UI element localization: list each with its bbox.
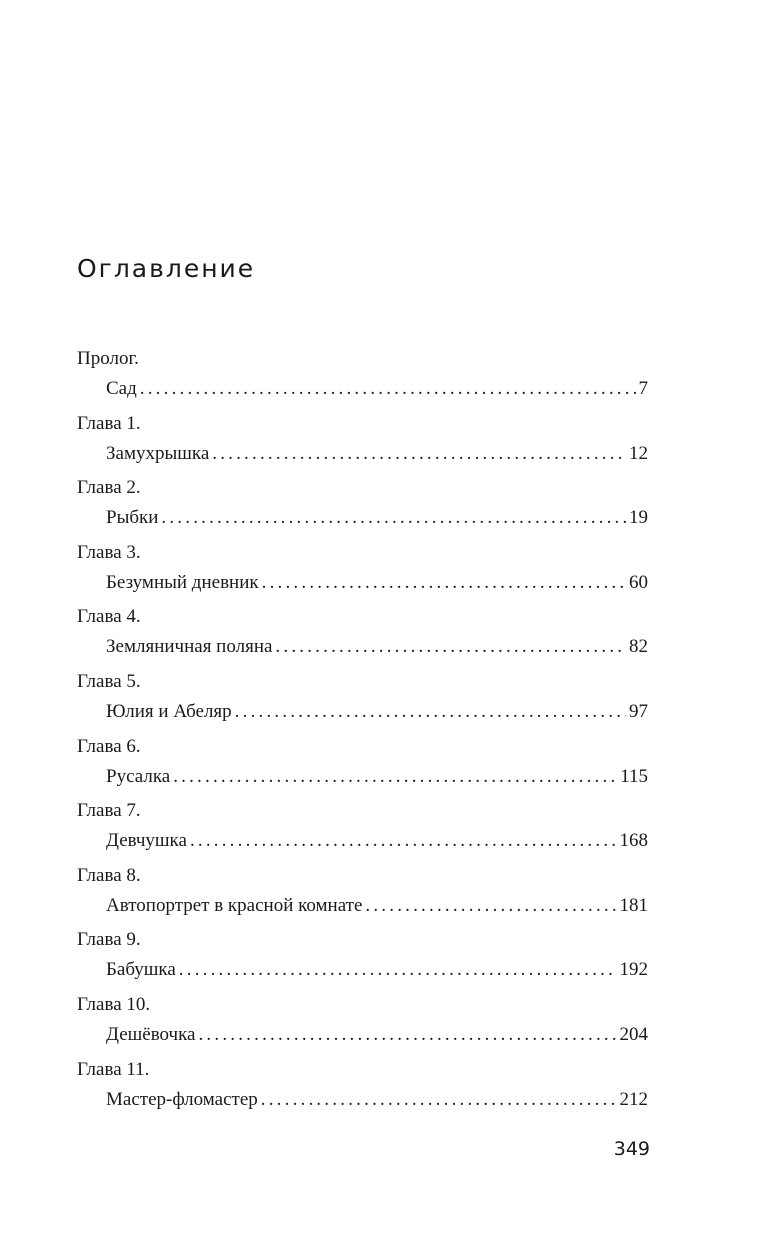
- chapter-page-number: 168: [619, 830, 648, 852]
- toc-entry: [77, 796, 648, 861]
- chapter-label: Глава 5.: [77, 670, 141, 692]
- chapter-page-number: 181: [619, 894, 648, 916]
- chapter-title: Мастер-фломастер: [106, 1088, 258, 1110]
- dot-leader: [235, 697, 626, 727]
- toc-entry: [77, 473, 648, 538]
- chapter-line: [77, 568, 648, 598]
- chapter-label: Пролог.: [77, 348, 139, 369]
- dot-leader: [179, 955, 617, 985]
- chapter-page-number: 212: [619, 1088, 648, 1110]
- chapter-page-number: 60: [629, 571, 648, 593]
- page-number: 349: [613, 1138, 650, 1160]
- chapter-label: Глава 11.: [77, 1058, 150, 1080]
- toc-entry: [77, 538, 648, 603]
- dot-leader: [198, 1020, 616, 1050]
- chapter-line: [77, 439, 648, 469]
- chapter-page-number: 204: [619, 1023, 648, 1045]
- chapter-label: Глава 6.: [77, 735, 141, 757]
- chapter-label: Глава 7.: [77, 800, 141, 822]
- chapter-title: Замухрышка: [106, 442, 210, 464]
- chapter-page-number: 19: [629, 507, 648, 529]
- chapter-title: Дешёвочка: [106, 1023, 196, 1045]
- chapter-title: Девчушка: [106, 830, 187, 852]
- dot-leader: [261, 1085, 617, 1115]
- chapter-line: [77, 891, 648, 921]
- chapter-page-number: 82: [629, 636, 648, 658]
- chapter-label: Глава 2.: [77, 477, 141, 499]
- chapter-line: [77, 1085, 648, 1115]
- dot-leader: [161, 503, 626, 533]
- chapter-label: Глава 1.: [77, 412, 141, 434]
- dot-leader: [365, 891, 616, 921]
- chapter-label: Глава 3.: [77, 541, 141, 563]
- toc-entry: [77, 990, 648, 1055]
- chapter-line: [77, 762, 648, 792]
- toc-entry: [77, 667, 648, 732]
- dot-leader: [140, 374, 636, 404]
- table-of-contents: [77, 344, 648, 1119]
- chapter-title: Автопортрет в красной комнате: [106, 894, 363, 916]
- dot-leader: [212, 439, 626, 469]
- chapter-page-number: 192: [619, 959, 648, 981]
- chapter-page-number: 97: [629, 700, 648, 722]
- toc-entry: [77, 602, 648, 667]
- chapter-title: Сад: [106, 378, 137, 399]
- chapter-line: [77, 826, 648, 856]
- toc-entry: [77, 861, 648, 926]
- chapter-page-number: 7: [638, 378, 648, 399]
- chapter-page-number: 115: [620, 765, 648, 787]
- toc-entry: [77, 344, 648, 409]
- chapter-label: Глава 8.: [77, 864, 141, 886]
- dot-leader: [262, 568, 626, 598]
- chapter-line: [77, 503, 648, 533]
- dot-leader: [190, 826, 617, 856]
- dot-leader: [173, 762, 617, 792]
- page-title: Оглавление: [77, 254, 256, 283]
- chapter-page-number: 12: [629, 442, 648, 464]
- toc-entry: [77, 925, 648, 990]
- chapter-label: Глава 9.: [77, 929, 141, 951]
- chapter-label: Глава 4.: [77, 606, 141, 628]
- chapter-title: Бабушка: [106, 959, 176, 981]
- chapter-line: [77, 1020, 648, 1050]
- chapter-line: [77, 697, 648, 727]
- chapter-title: Юлия и Абеляр: [106, 700, 232, 722]
- chapter-label: Глава 10.: [77, 993, 151, 1015]
- chapter-title: Русалка: [106, 765, 171, 787]
- toc-entry: [77, 409, 648, 474]
- chapter-title: Земляничная поляна: [106, 636, 273, 658]
- dot-leader: [275, 632, 626, 662]
- chapter-line: [77, 955, 648, 985]
- chapter-title: Рыбки: [106, 507, 159, 529]
- toc-entry: [77, 1055, 648, 1120]
- chapter-title: Безумный дневник: [106, 571, 259, 593]
- chapter-line: [77, 632, 648, 662]
- toc-entry: [77, 732, 648, 797]
- chapter-line: [77, 374, 648, 404]
